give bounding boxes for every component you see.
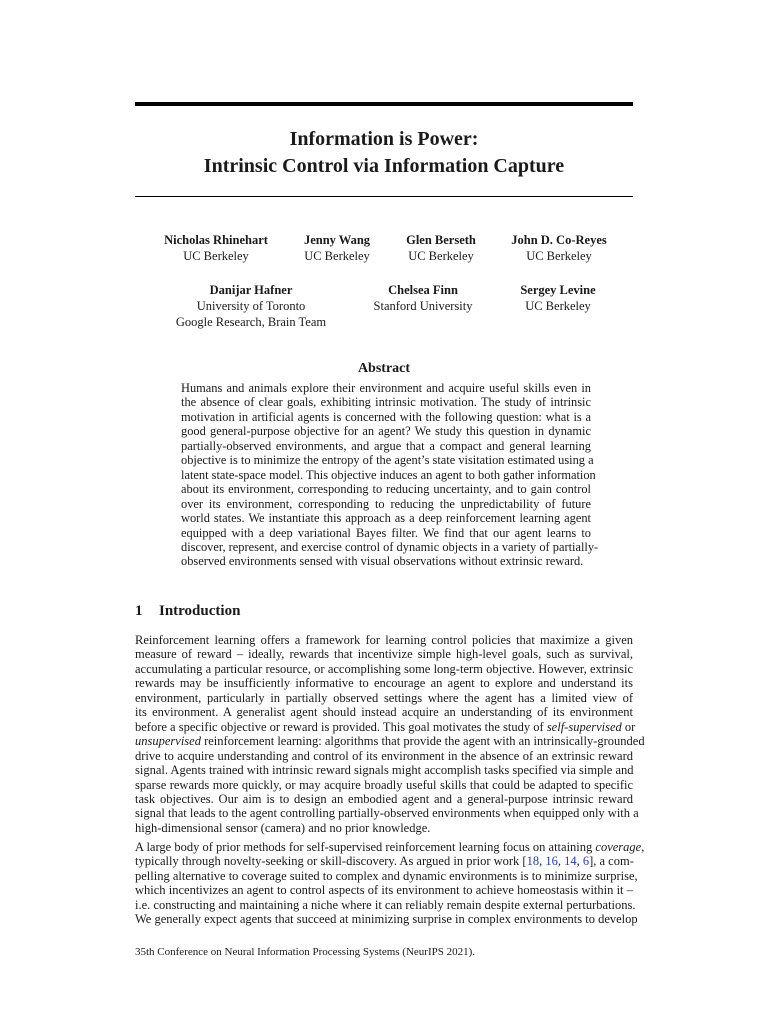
paragraph-line: sparse rewards more quickly, or may acquire broadly useful skills that could be adapted to specific <box>135 777 633 792</box>
author-name: Sergey Levine <box>520 283 596 297</box>
paragraph-line: Reinforcement learning offers a framework for learning control policies that maximize a given <box>135 633 633 647</box>
citation-link[interactable]: 18 <box>526 854 540 869</box>
author-affiliation: UC Berkeley <box>526 249 592 263</box>
text-run: or <box>624 719 636 734</box>
paragraph-line: high-dimensional sensor (camera) and no prior knowledge. <box>135 820 431 835</box>
abstract-line: partially-observed environments, and argue that a compact and general learning <box>181 438 591 453</box>
author-block <box>366 282 480 314</box>
intro-paragraph-2 <box>135 840 645 927</box>
text-run: , <box>641 840 645 854</box>
author-block <box>512 282 604 314</box>
abstract-line: objective is to minimize the entropy of the agent’s state visitation estimated using a <box>181 453 594 468</box>
author-block <box>400 232 482 264</box>
author-affiliation: UC Berkeley <box>525 299 591 313</box>
paragraph-line: its environment. A generalist agent should instead acquire an understanding of its environment <box>135 705 633 720</box>
author-block <box>170 282 332 330</box>
abstract-heading: Abstract <box>357 361 411 376</box>
citation-link[interactable]: 16 <box>545 854 558 869</box>
author-name: Nicholas Rhinehart <box>164 233 268 247</box>
author-affiliation: Stanford University <box>373 299 473 313</box>
top-rule <box>135 102 633 106</box>
author-block <box>505 232 613 264</box>
text-run: A large body of prior methods for self-supervised reinforcement learning focus on attaining <box>135 840 593 854</box>
text-run: reinforcement learning: algorithms that provide the agent with an intrinsically-grounded <box>204 734 645 749</box>
paragraph-line: environment, particularly in partially observed settings where the agent has a limited view of <box>135 690 633 705</box>
abstract-line: observed environments sensed with visual observations without extrinsic reward. <box>181 554 584 569</box>
emphasis-text: self-supervised <box>546 719 622 734</box>
text-run: before a specific objective or reward is provided. This goal motivates the study of <box>135 719 544 734</box>
paragraph-line: drive to acquire understanding and control of its environment in the absence of an extrinsic reward <box>135 748 633 763</box>
paragraph-line <box>135 734 645 749</box>
abstract-line: good general-purpose objective for an agent? We study this question in dynamic <box>181 424 591 439</box>
abstract-line: motivation in artificial agents is concerned with the following question: what is a <box>181 409 591 424</box>
abstract-line: discover, represent, and exercise control of dynamic objects in a variety of partially- <box>181 539 599 554</box>
paragraph-line: task objectives. Our aim is to design an embodied agent and a general-purpose intrinsic reward <box>135 791 633 806</box>
paragraph-line: accumulating a particular resource, or accomplishing some long-term objective. However, extrinsic <box>135 661 633 676</box>
author-name: Jenny Wang <box>303 233 371 247</box>
paragraph-line <box>135 840 645 854</box>
emphasis-text: coverage <box>595 840 642 854</box>
paper-title <box>135 126 633 180</box>
abstract-line: Humans and animals explore their environment and acquire useful skills even in <box>181 381 591 395</box>
citation-link[interactable]: 14 <box>564 854 577 869</box>
author-name: Danijar Hafner <box>209 283 293 297</box>
paragraph-line: typically through novelty-seeking or skill-discovery. As argued in prior work [18, 16, 14, 6], a com- <box>135 854 634 869</box>
author-name: John D. Co-Reyes <box>511 233 607 247</box>
citation-link[interactable]: 6 <box>582 854 590 869</box>
paragraph-line: signal. Agents trained with intrinsic reward signals might accomplish tasks specified via simple and <box>135 763 634 778</box>
title-line-1: Information is Power: <box>289 128 479 150</box>
author-affiliation: UC Berkeley <box>304 249 370 263</box>
abstract-line: equipped with a deep variational Bayes filter. We find that our agent learns to <box>181 525 591 540</box>
paragraph-line: rewards may be insufficiently informative to encourage an agent to explore and understand its <box>135 676 633 691</box>
author-affiliation: UC Berkeley <box>183 249 249 263</box>
emphasis-text: unsupervised <box>135 734 201 749</box>
intro-paragraph-1 <box>135 633 645 835</box>
abstract-line: the absence of clear goals, exhibiting intrinsic motivation. The study of intrinsic <box>181 395 591 410</box>
abstract-body <box>181 381 599 569</box>
author-name: Glen Berseth <box>406 233 476 247</box>
author-block <box>158 232 274 264</box>
section-title: Introduction <box>159 603 241 619</box>
author-affiliation: UC Berkeley <box>408 249 474 263</box>
abstract-line: over its environment, corresponding to reducing the unpredictability of future <box>181 496 591 511</box>
paragraph-line: measure of reward – ideally, rewards that incentivize simple high-level goals, such as survival, <box>135 647 633 662</box>
title-line-2: Intrinsic Control via Information Capture <box>203 155 565 177</box>
paragraph-line: signal that leads to the agent controlling partially-observed environments when equipped only with a <box>135 806 639 821</box>
abstract-line: latent state-space model. This objective induces an agent to both gather information <box>181 467 596 482</box>
author-name: Chelsea Finn <box>388 283 458 297</box>
author-block <box>298 232 376 264</box>
paragraph-line <box>135 719 636 734</box>
abstract-line: world states. We instantiate this approach as a deep reinforcement learning agent <box>181 511 591 526</box>
paragraph-line: which incentivizes an agent to control aspects of its environment to achieve homeostasis within it – <box>135 883 633 898</box>
section-number: 1 <box>135 603 143 619</box>
text-run: ], a com- <box>589 854 634 869</box>
text-run: typically through novelty-seeking or skill-discovery. As argued in prior work [ <box>135 854 527 869</box>
paragraph-line: i.e. constructing and maintaining a niche where it can reliably remain despite external perturbations. <box>135 897 636 912</box>
author-affiliation: Google Research, Brain Team <box>175 315 327 329</box>
paragraph-line: pelling alternative to coverage suited to complex and dynamic environments is to minimize surprise, <box>135 868 638 883</box>
abstract-line: about its environment, corresponding to reducing uncertainty, and to gain control <box>181 482 591 497</box>
conference-footer: 35th Conference on Neural Information Processing Systems (NeurIPS 2021). <box>135 946 476 958</box>
title-rule <box>135 196 633 197</box>
section-heading <box>135 603 240 620</box>
paragraph-line: We generally expect agents that succeed at minimizing surprise in complex environments to develop <box>135 912 638 927</box>
author-affiliation: University of Toronto <box>196 299 306 313</box>
